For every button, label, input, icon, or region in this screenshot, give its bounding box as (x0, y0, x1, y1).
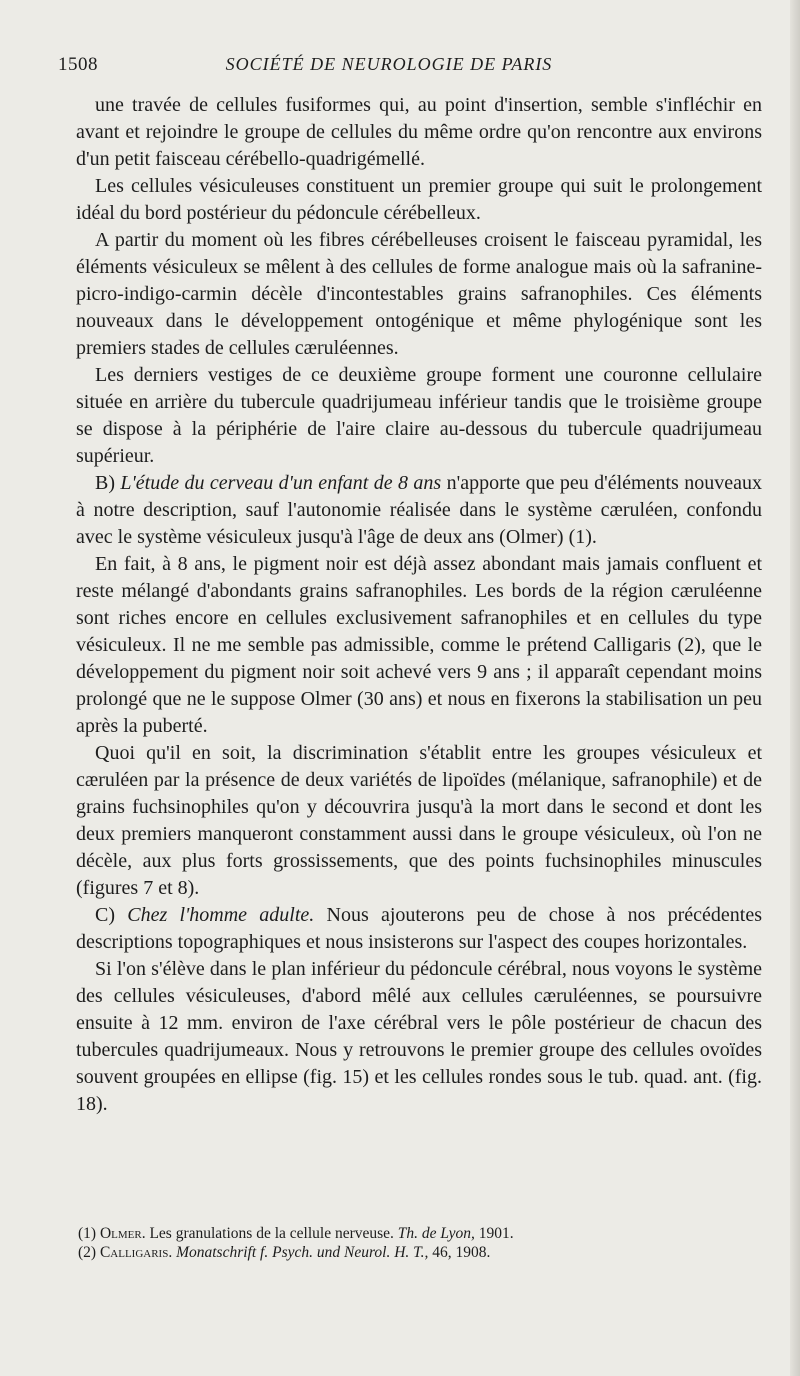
section-label: C) (95, 904, 128, 926)
footnotes (78, 1224, 738, 1262)
section-heading: Chez l'homme adulte. (127, 904, 315, 926)
paragraph-section-b: B) L'étude du cerveau d'un enfant de 8 ans n'apporte que peu d'éléments nouveaux à notre description, sauf l'autonomie réalisée dans le système cæruléen, confondu avec le système vésiculeux jusqu'à l'âge de deux ans (Olmer) (1). (76, 472, 762, 548)
footnote-author: Olmer (99, 1225, 142, 1242)
footnote: (1) Olmer. Les granulations de la cellule nerveuse. Th. de Lyon, 1901. (78, 1225, 514, 1242)
paragraph: Si l'on s'élève dans le plan inférieur du pédoncule cérébral, nous voyons le système des cellules vésiculeuses, d'abord mêlé aux cellules cæruléennes, se poursuivre ensuite à 12 mm. environ de l'axe cérébral vers le pôle postérieur de chacun des tubercules quadrijumeaux. Nous y retrouvons le premier groupe des cellules ovoïdes souvent groupées en ellipse (fig. 15) et les cellules rondes sous le tub. quad. ant. (fig. 18). (76, 958, 762, 1115)
running-title: SOCIÉTÉ DE NEUROLOGIE DE PARIS (225, 54, 553, 74)
section-label: B) (95, 472, 121, 494)
paragraph: Les cellules vésiculeuses constituent un premier groupe qui suit le prolongement idéal du bord postérieur du pédoncule cérébelleux. (76, 175, 762, 224)
footnote-author: Calligaris (99, 1244, 169, 1261)
page-number: 1508 (58, 54, 98, 75)
section-heading: L'étude du cerveau d'un enfant de 8 ans (120, 472, 442, 494)
paragraph: En fait, à 8 ans, le pigment noir est déjà assez abondant mais jamais confluent et reste mélangé d'abondants grains safranophiles. Les bords de la région cæruléenne sont riches encore en cellules exclusivement safranophiles et en cellules du type vésiculeux. Il ne me semble pas admissible, comme le prétend Calligaris (2), que le développement du pigment noir soit achevé vers 9 ans ; il apparaît cependant moins prolongé que ne le suppose Olmer (30 ans) et nous en fixerons la stabilisation un peu après la puberté. (76, 553, 762, 737)
paragraph: Les derniers vestiges de ce deuxième groupe forment une couronne cellulaire située en arrière du tubercule quadrijumeau inférieur tandis que le troisième groupe se dispose à la périphérie de l'aire claire au-dessous du tubercule quadrijumeau supérieur. (76, 364, 762, 467)
paragraph: Quoi qu'il en soit, la discrimination s'établit entre les groupes vésiculeux et cæruléen par la présence de deux variétés de lipoïdes (mélanique, safranophile) et de grains fuchsinophiles qu'on y découvrira jusqu'à la mort dans le second et dont les deux premiers manqueront constamment aussi dans le groupe vésiculeux, où l'on ne décèle, aux plus forts grossissements, que des points fuchsinophiles minuscules (figures 7 et 8). (76, 742, 762, 899)
body-text (76, 92, 762, 1118)
paragraph: une travée de cellules fusiformes qui, au point d'insertion, semble s'infléchir en avant et rejoindre le groupe de cellules du même ordre qu'on rencontre aux environs d'un petit faisceau cérébello-quadrigémellé. (76, 94, 762, 170)
paragraph: A partir du moment où les fibres cérébelleuses croisent le faisceau pyramidal, les éléments vésiculeux se mêlent à des cellules de forme analogue mais où la safranine-picro-indigo-carmin décèle d'incontestables grains safranophiles. Ces éléments nouveaux dans le développement ontogénique et même phylogénique sont les premiers stades de cellules cæruléennes. (76, 229, 762, 359)
paragraph-section-c: C) Chez l'homme adulte. Nous ajouterons peu de chose à nos précédentes descriptions topographiques et nous insisterons sur l'aspect des coupes horizontales. (76, 904, 763, 953)
footnote: (2) Calligaris. Monatschrift f. Psych. und Neurol. H. T., 46, 1908. (78, 1244, 491, 1261)
page-edge-shadow (790, 0, 800, 1376)
running-header (58, 54, 720, 84)
